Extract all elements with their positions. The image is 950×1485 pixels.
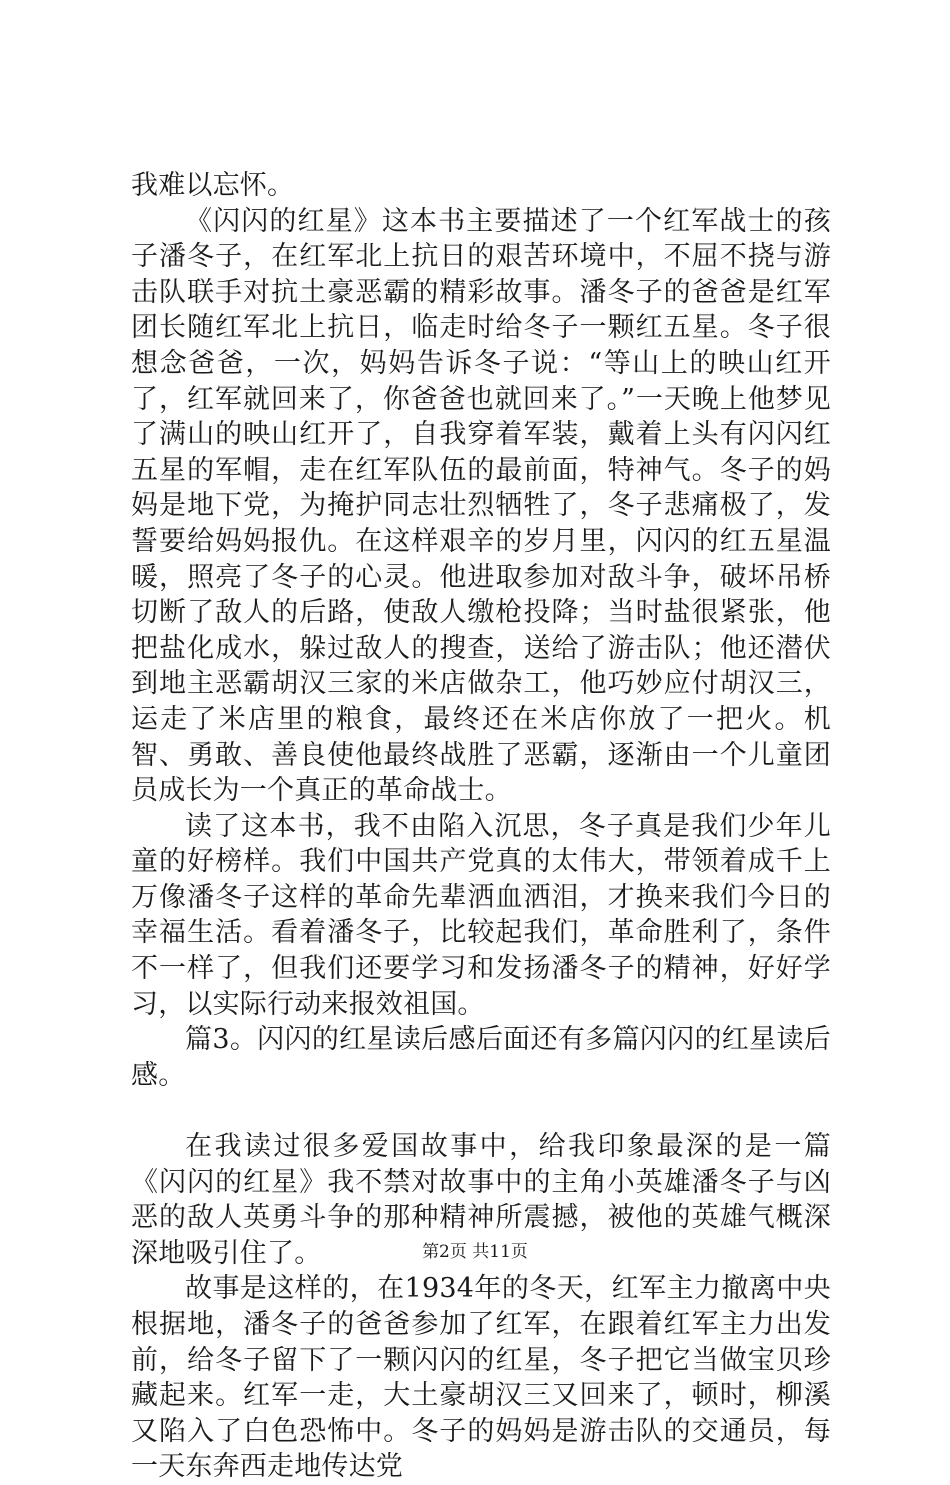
paragraph-1: 我难以忘怀。 <box>131 170 295 201</box>
paragraph-2: 《闪闪的红星》这本书主要描述了一个红军战士的孩子潘冬子，在红军北上抗日的艰苦环境中，不屈不挠与游击队联手对抗土豪恶霸的精彩故事。潘冬子的爸爸是红军团长随红军北上抗日，临走时给冬子一颗红五星。冬子很想念爸爸，一次，妈妈告诉冬子说：“等山上的映山红开了，红军就回来了，你爸爸也就回来了。”一天晚上他梦见了满山的映山红开了，自我穿着军装，戴着上头有闪闪红五星的军帽，走在红军队伍的最前面，特神气。冬子的妈妈是地下党，为掩护同志壮烈牺牲了，冬子悲痛极了，发誓要给妈妈报仇。在这样艰辛的岁月里，闪闪的红五星温暖，照亮了冬子的心灵。他进取参加对敌斗争，破坏吊桥切断了敌人的后路，使敌人缴枪投降；当时盐很紧张，他把盐化成水，躲过敌人的搜查，送给了游击队；他还潜伏到地主恶霸胡汉三家的米店做杂工，他巧妙应付胡汉三，运走了米店里的粮食，最终还在米店你放了一把火。机智、勇敢、善良使他最终战胜了恶霸，逐渐由一个儿童团员成长为一个真正的革命战士。 <box>131 205 831 807</box>
page-footer: 第2页 共11页 <box>422 1242 528 1262</box>
paragraph-3: 读了这本书，我不由陷入沉思，冬子真是我们少年儿童的好榜样。我们中国共产党真的太伟大，带领着成千上万像潘冬子这样的革命先辈洒血洒泪，才换来我们今日的幸福生活。看着潘冬子，比较起我们，革命胜利了，条件不一样了，但我们还要学习和发扬潘冬子的精神，好好学习，以实际行动来报效祖国。 <box>131 810 831 1020</box>
document-body <box>131 168 831 1485</box>
paragraph-4: 篇3。闪闪的红星读后感后面还有多篇闪闪的红星读后感。 <box>131 1024 831 1091</box>
paragraph-6: 故事是这样的，在1934年的冬天，红军主力撤离中央根据地，潘冬子的爸爸参加了红军，在跟着红军主力出发前，给冬子留下了一颗闪闪的红星，冬子把它当做宝贝珍藏起来。红军一走，大土豪胡汉三又回来了，顿时，柳溪又陷入了白色恐怖中。冬子的妈妈是游击队的交通员，每一天东奔西走地传达党 <box>131 1273 831 1483</box>
paragraph-gap <box>131 1093 831 1129</box>
paragraph-5: 在我读过很多爱国故事中，给我印象最深的是一篇《闪闪的红星》我不禁对故事中的主角小英雄潘冬子与凶恶的敌人英勇斗争的那种精神所震撼，被他的英雄气概深深地吸引住了。 <box>131 1131 831 1269</box>
